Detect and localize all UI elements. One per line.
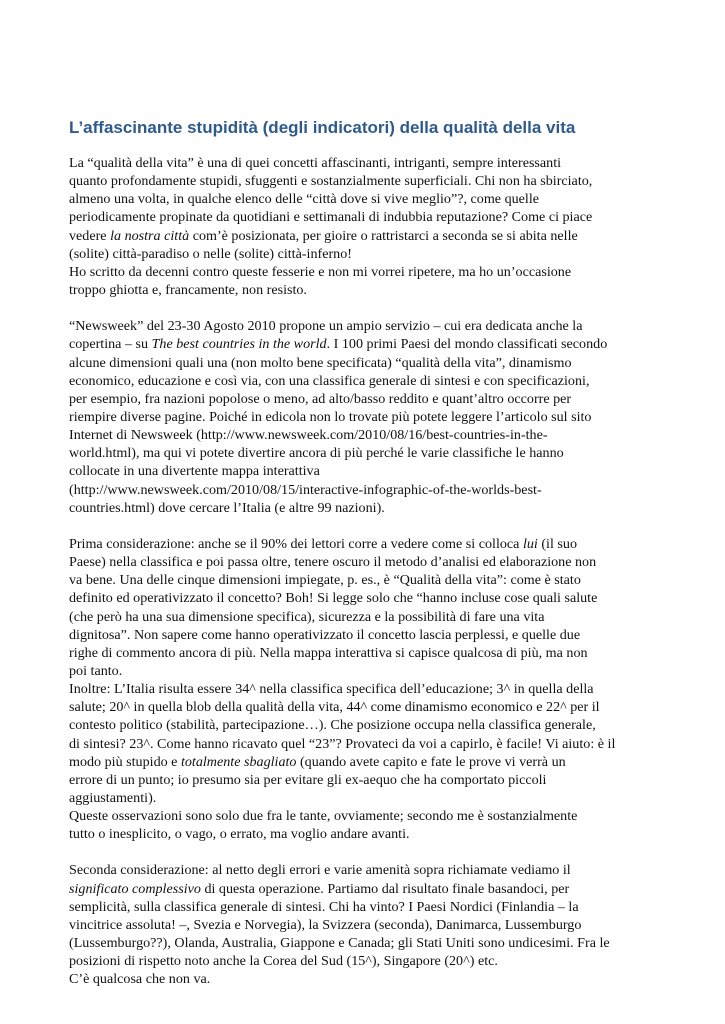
text-line: Ho scritto da decenni contro queste fesserie e non mi vorrei ripetere, ma ho un’occasione: [69, 263, 572, 280]
text-line: salute; 20^ in quella blob della qualità della vita, 44^ come dinamismo economico e 22^ per il: [69, 699, 600, 716]
text-line: (che però ha una sua dimensione specifica), sicurezza e la possibilità di fare una vita: [69, 608, 545, 625]
text-line: errore di un punto; io presumo sia per evitare gli ex-aequo che ha comportato piccoli: [69, 771, 547, 788]
text-line: Internet di Newsweek (http://www.newsweek.com/2010/08/16/best-countries-in-the-: [69, 427, 548, 444]
text-line: (solite) città-paradiso o nelle (solite) città-inferno!: [69, 245, 352, 262]
text-line: Prima considerazione: anche se il 90% dei lettori corre a vedere come si colloca lui (il suo: [69, 535, 577, 552]
text-line: Queste osservazioni sono solo due fra le tante, ovviamente; secondo me è sostanzialmente: [69, 808, 578, 825]
text-line: world.html), ma qui vi potete divertire ancora di più perché le varie classifiche le hanno: [69, 445, 564, 462]
text-line: per esempio, fra nazioni popolose o meno, ad alto/basso reddito e quant’altro occorre per: [69, 390, 572, 407]
text-line: dignitosa”. Non sapere come hanno operativizzato il concetto lascia perplessi, e quelle due: [69, 626, 581, 643]
text-line: almeno una volta, in qualche elenco delle “città dove si vive meglio”?, come quelle: [69, 191, 540, 208]
text-line: alcune dimensioni quali una (non molto bene specificata) “qualità della vita”, dinamismo: [69, 354, 572, 371]
text-line: quanto profondamente stupidi, sfuggenti e sostanzialmente superficiali. Chi non ha sbirciato,: [69, 173, 593, 190]
paragraph-gap: [69, 843, 669, 861]
italic-text: lui: [522, 535, 538, 552]
text-line: posizioni di rispetto noto anche la Corea del Sud (15^), Singapore (20^) etc.: [69, 953, 498, 970]
text-line: (http://www.newsweek.com/2010/08/15/interactive-infographic-of-the-worlds-best-: [69, 481, 542, 498]
italic-text: The best countries in the world: [151, 336, 327, 353]
paragraph-gap: [69, 299, 669, 317]
document-title: L’affascinante stupidità (degli indicatori) della qualità della vita: [69, 118, 576, 137]
text-line: C’è qualcosa che non va.: [69, 971, 211, 988]
text-line: contesto politico (stabilità, partecipazione…). Che posizione occupa nella classifica generale,: [69, 717, 596, 734]
text-line: tutto o inesplicito, o vago, o errato, ma voglio andare avanti.: [69, 826, 410, 843]
text-line: vincitrice assoluta! –, Svezia e Norvegia), la Svizzera (seconda), Danimarca, Lussemburgo: [69, 916, 582, 933]
text-line: “Newsweek” del 23-30 Agosto 2010 propone un ampio servizio – cui era dedicata anche la: [69, 318, 583, 335]
text-line: Paese) nella classifica e poi passa oltre, tenere oscuro il metodo d’analisi ed elaborazione non: [69, 554, 597, 571]
italic-text: la nostra città: [110, 227, 190, 244]
text-line: poi tanto.: [69, 662, 123, 679]
text-line: righe di commento ancora di più. Nella mappa interattiva si capisce qualcosa di più, ma non: [69, 644, 588, 661]
italic-text: totalmente sbagliato: [180, 753, 297, 770]
text-line: collocate in una divertente mappa interattiva: [69, 463, 320, 480]
text-line: semplicità, sulla classifica generale di sintesi. Chi ha vinto? I Paesi Nordici (Finlandia – la: [69, 898, 579, 915]
text-line: Inoltre: L’Italia risulta essere 34^ nella classifica specifica dell’educazione; 3^ in quella della: [69, 681, 594, 698]
text-line: di sintesi? 23^. Come hanno ricavato quel “23”? Provateci da voi a capirlo, è facile! Vi aiuto: è il: [69, 735, 616, 752]
text-line: riempire diverse pagine. Poiché in edicola non lo trovate più potete leggere l’articolo sul sito: [69, 408, 592, 425]
text-line: definito ed operativizzato il concetto? Boh! Si legge solo che “hanno incluse cose quali salute: [69, 590, 598, 607]
text-line: significato complessivo di questa operazione. Partiamo dal risultato finale basandoci, per: [69, 880, 570, 897]
text-line: vedere la nostra città com’è posizionata, per gioire o rattristarci a seconda se si abita nelle: [69, 227, 578, 244]
document-body: [69, 154, 669, 988]
paragraph-gap: [69, 517, 669, 535]
text-line: (Lussemburgo??), Olanda, Australia, Giappone e Canada; gli Stati Uniti sono undicesimi. Fra le: [69, 935, 610, 952]
text-line: countries.html) dove cercare l’Italia (e altre 99 nazioni).: [69, 499, 385, 516]
text-line: economico, educazione e così via, con una classifica generale di sintesi e con specificazioni,: [69, 372, 590, 389]
italic-text: significato complessivo: [69, 880, 201, 897]
text-line: troppo ghiotta e, francamente, non resisto.: [69, 281, 307, 298]
text-line: aggiustamenti).: [69, 789, 157, 806]
text-line: va bene. Una delle cinque dimensioni impiegate, p. es., è “Qualità della vita”: come è stato: [69, 572, 581, 589]
text-line: copertina – su The best countries in the world. I 100 primi Paesi del mondo classificati secondo: [69, 336, 608, 353]
text-line: La “qualità della vita” è una di quei concetti affascinanti, intriganti, sempre interessanti: [69, 155, 562, 171]
text-line: modo più stupido e totalmente sbagliato (quando avete capito e fate le prove vi verrà un: [69, 753, 566, 770]
text-line: Seconda considerazione: al netto degli errori e varie amenità sopra richiamate vediamo il: [69, 862, 571, 879]
text-line: periodicamente propinate da quotidiani e settimanali di indubbia reputazione? Come ci piace: [69, 209, 593, 226]
